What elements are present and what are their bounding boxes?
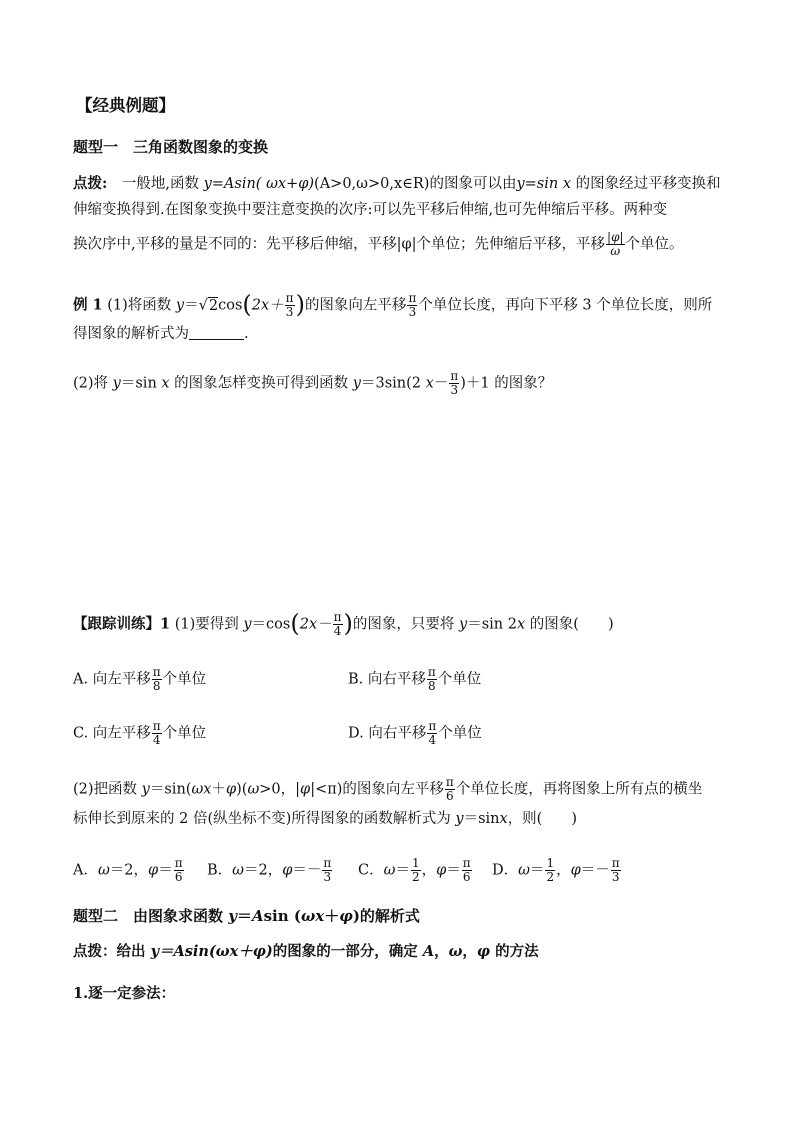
fraction: $\frac{\pi}{4}$ xyxy=(428,719,437,747)
section-heading: 【经典例题】 xyxy=(76,96,175,115)
fraction: $\frac{\pi}{4}$ xyxy=(152,719,161,747)
fraction: $\frac{\pi}{4}$ xyxy=(333,610,342,638)
option-d[interactable]: D. 向右平移 $\frac{\pi}{4}$ 个单位 xyxy=(348,719,482,747)
tip1-line2: 伸缩变换得到.在图象变换中要注意变换的次序:可以先平移后伸缩,也可先伸缩后平移。两种变 xyxy=(73,202,668,218)
example1-part2: (2)将 y＝sin x 的图象怎样变换可得到函数 y＝3sin(2 x－ $\frac{\pi}{3}$ )＋1 的图象？ xyxy=(73,369,553,397)
tip1-line1: 点拨: 一般地,函数 y=Asin( ωx+φ)(A>0,ω>0,x∈R)的图象可以由y=sin x 的图象经过平移变换和 xyxy=(73,175,721,192)
fraction: $\frac{1}{2}$ xyxy=(411,856,420,884)
fraction: $\frac{\pi}{3}$ xyxy=(323,856,332,884)
option-c[interactable]: C. 向左平移 $\frac{\pi}{4}$ 个单位 xyxy=(73,719,207,747)
fraction: $\frac{\pi}{3}$ xyxy=(285,291,294,319)
fraction: $\frac{\pi}{8}$ xyxy=(152,665,161,693)
q2-option-b[interactable]: B．ω＝2，φ＝－ $\frac{\pi}{3}$ xyxy=(207,856,332,884)
method1-heading: 1.逐一定参法： xyxy=(73,985,176,1002)
track1-line1: 【跟踪训练】1 (1)要得到 y＝cos(2x－ $\frac{\pi}{4}$ )的图象，只要将 y＝sin 2x 的图象( ) xyxy=(73,609,614,638)
example1-label: 例 1 xyxy=(73,296,103,314)
q2-option-a[interactable]: A．ω＝2，φ＝ $\frac{\pi}{6}$ xyxy=(73,856,183,884)
track1-q2-line1: (2)把函数 y＝sin(ωx＋φ)(ω>0，|φ|<π)的图象向左平移 $\frac{\pi}{6}$ 个单位长度，再将图象上所有点的横坐 xyxy=(73,775,703,803)
fraction: $\frac{1}{2}$ xyxy=(546,856,555,884)
type2-title: 题型二 由图象求函数 y＝Asin (ωx＋φ)的解析式 xyxy=(73,907,420,925)
fraction: $\frac{\pi}{3}$ xyxy=(611,856,620,884)
fraction: $\frac{\pi}{6}$ xyxy=(445,775,454,803)
fraction: $\frac{\pi}{6}$ xyxy=(462,856,471,884)
option-b[interactable]: B. 向右平移 $\frac{\pi}{8}$ 个单位 xyxy=(348,665,482,693)
fraction: $\frac{\pi}{3}$ xyxy=(450,369,459,397)
fraction: $\frac{\pi}{6}$ xyxy=(174,856,183,884)
q2-option-d[interactable]: D．ω＝ $\frac{1}{2}$ ，φ＝－ $\frac{\pi}{3}$ xyxy=(492,856,620,884)
sqrt-icon: √ xyxy=(198,297,208,314)
tip1-label: 点拨: xyxy=(73,175,108,192)
track1-q2-line2: 标伸长到原来的 2 倍(纵坐标不变)所得图象的函数解析式为 y＝sinx，则( ) xyxy=(73,811,578,827)
example1-line2: 得图象的解析式为 . xyxy=(73,326,249,342)
fraction: $\frac{\pi}{8}$ xyxy=(427,665,436,693)
option-a[interactable]: A. 向左平移 $\frac{\pi}{8}$ 个单位 xyxy=(73,665,207,693)
q2-option-c[interactable]: C．ω＝ $\frac{1}{2}$ ，φ＝ $\frac{\pi}{6}$ xyxy=(358,856,471,884)
tip1-line3: 换次序中,平移的量是不同的：先平移后伸缩，平移|φ|个单位；先伸缩后平移，平移 $\frac{|\varphi|}{\omega}$ 个单位。 xyxy=(73,230,684,258)
answer-blank xyxy=(189,325,244,340)
fraction: $\frac{\pi}{3}$ xyxy=(408,291,417,319)
track1-label: 【跟踪训练】1 xyxy=(73,615,171,633)
tip2-line: 点拨：给出 y＝Asin(ωx＋φ)的图象的一部分，确定 A，ω，φ 的方法 xyxy=(73,943,539,960)
example1-line1: 例 1 (1)将函数 y＝√2cos(2x＋ $\frac{\pi}{3}$ )的图象向左平移 $\frac{\pi}{3}$ 个单位长度，再向下平移 3 个单位长度，则所 xyxy=(73,290,713,319)
type1-title: 题型一 三角函数图象的变换 xyxy=(73,138,269,156)
fraction: $\frac{|\varphi|}{\omega}$ xyxy=(607,230,624,258)
